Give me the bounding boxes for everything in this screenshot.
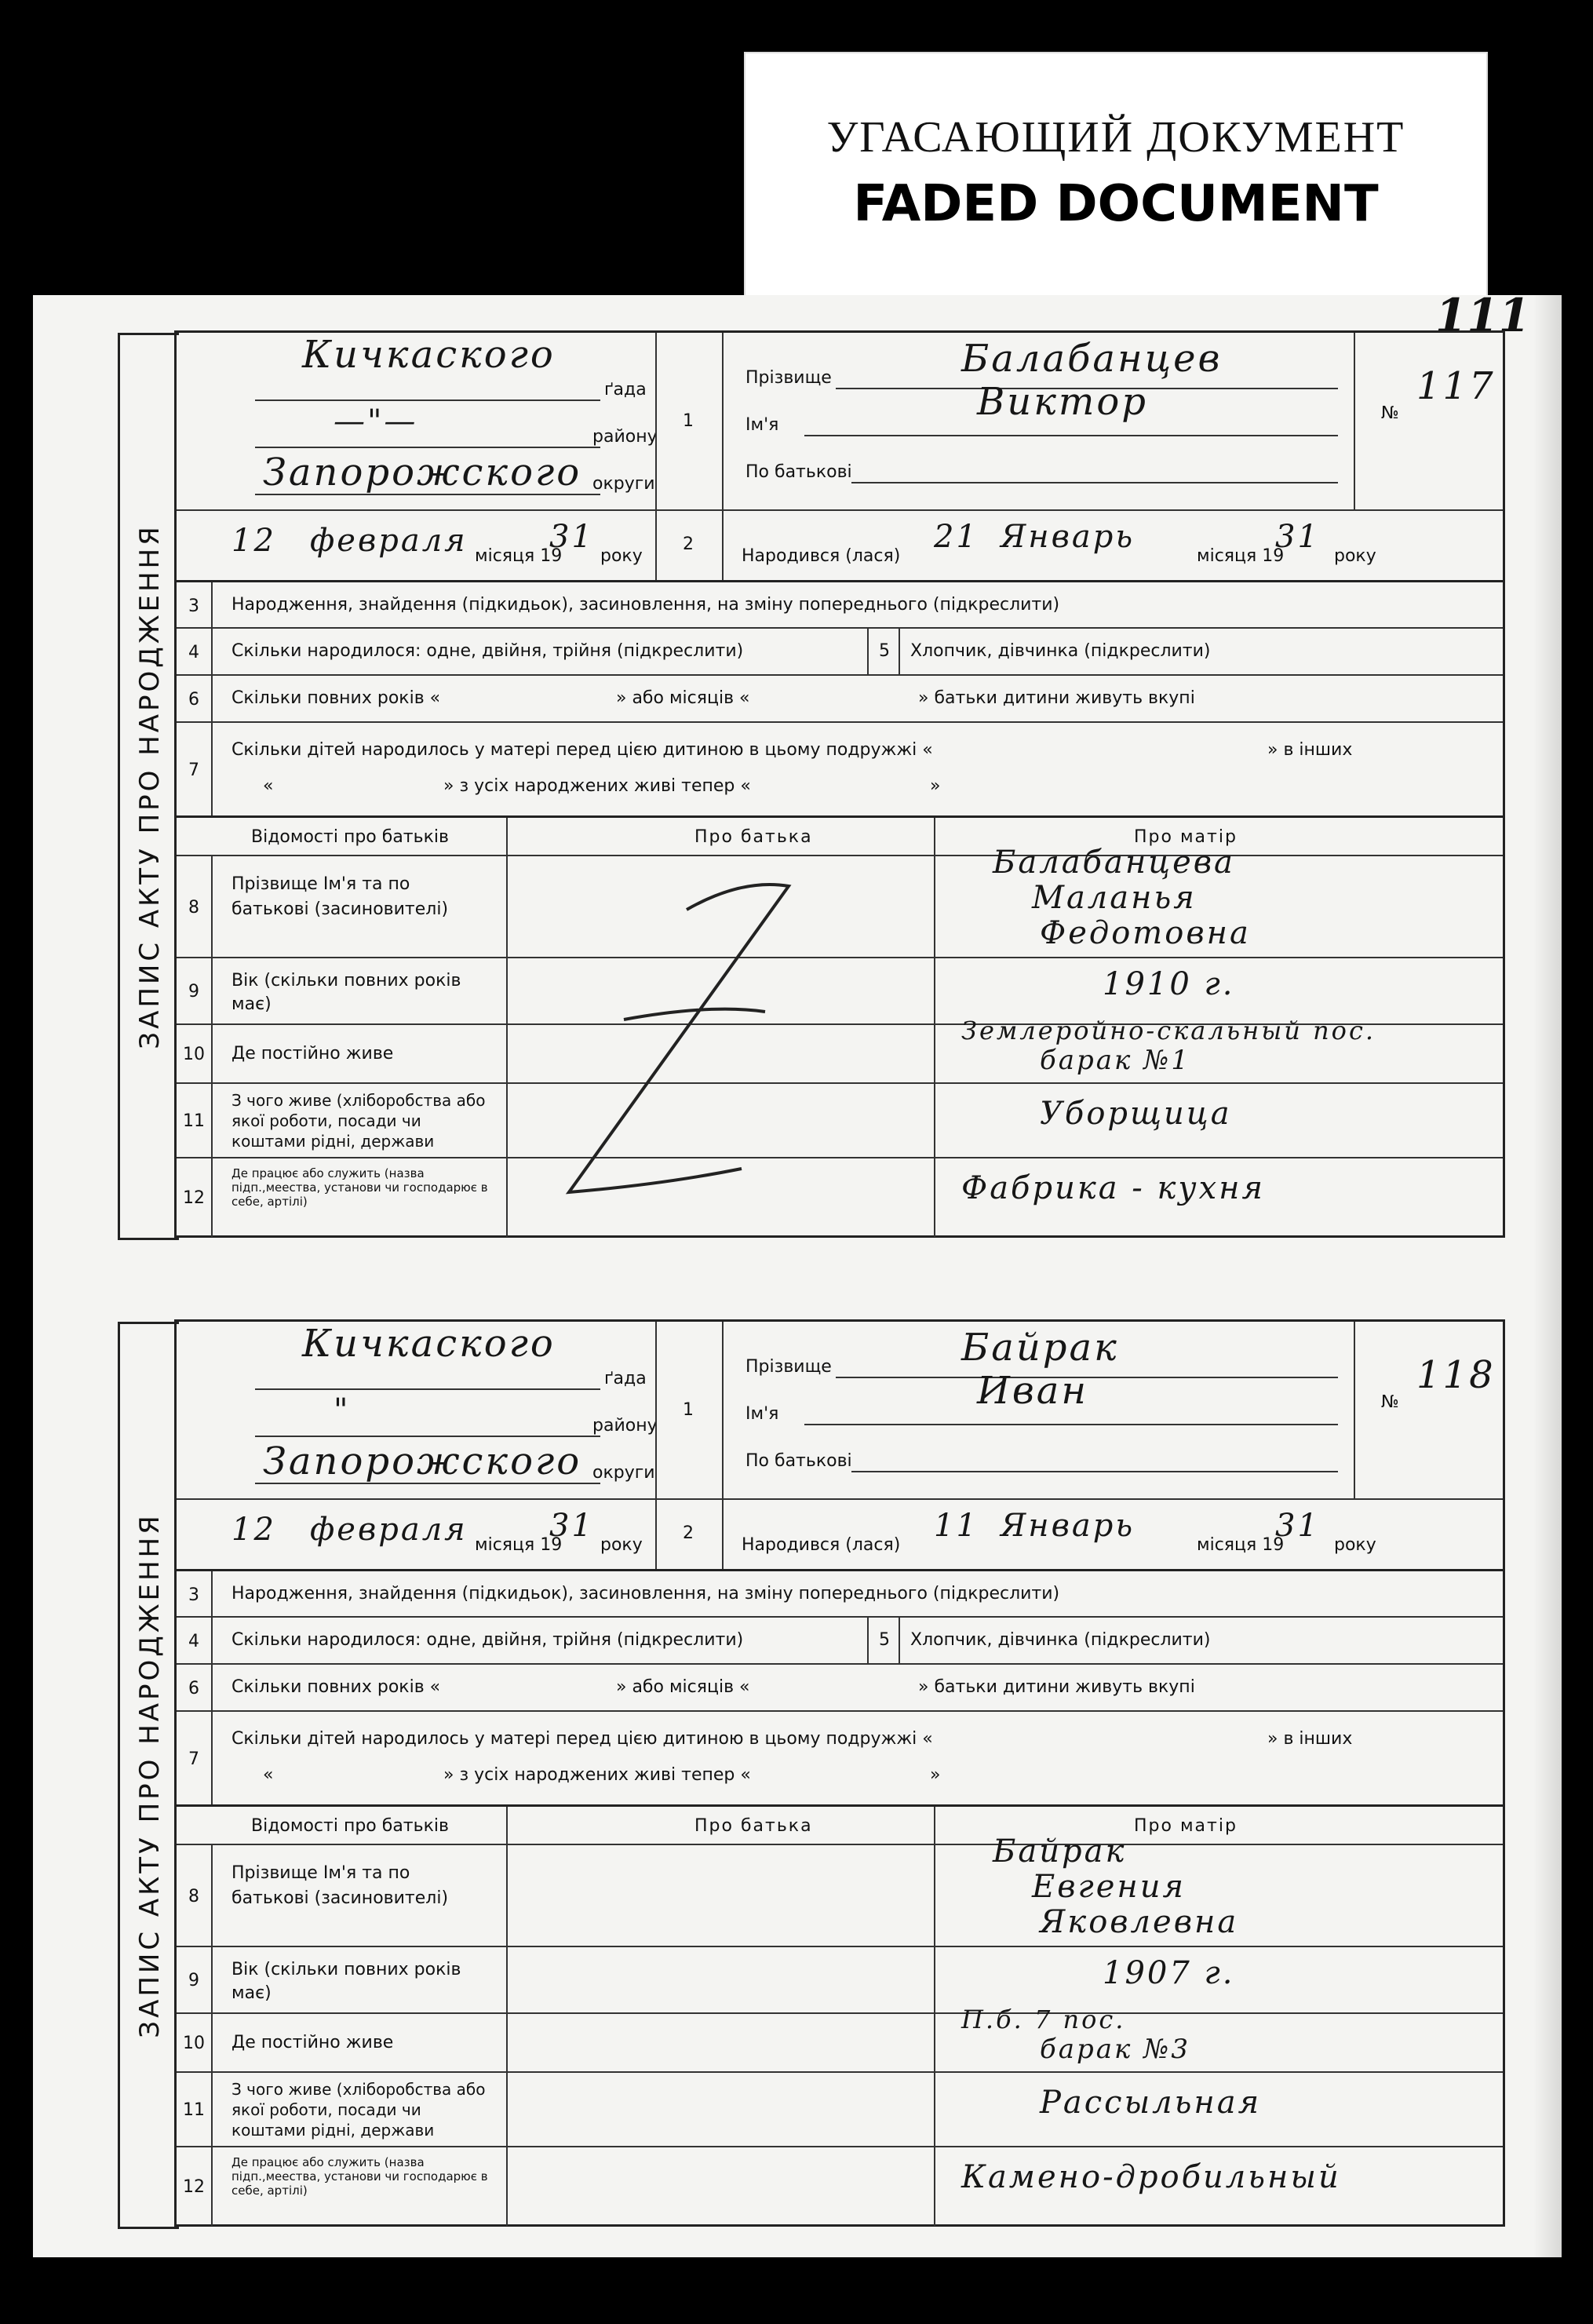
okrugy-line [255,494,600,495]
gada-value: Кичкаского [302,1322,556,1366]
gada-label: ґада [604,1369,647,1388]
reg-year: 31 [549,1508,594,1544]
row-num-1: 1 [683,411,694,431]
document-sheet [33,289,1562,2257]
row-9: 9 Вік (скільки повних років має) 1910 г. [177,957,1503,1025]
crossout-stroke [569,885,789,1192]
row-11: 11 З чого живе (хліборобства або якої роботи, посади чи коштами рідні, держави Уборщица [177,1082,1503,1158]
raionu-value: —"— [334,403,418,440]
record-number: 118 [1416,1353,1496,1397]
raionu-label: району [592,427,658,447]
mother-surname: Балабанцева [993,845,1235,881]
raionu-line [255,1436,600,1437]
row-10: 10 Де постійно живе П.б. 7 пос. барак №3 [177,2012,1503,2073]
okrugy-line [255,1483,600,1484]
record-side-title: ЗАПИС АКТУ ПРО НАРОДЖЕННЯ [118,1322,179,2229]
reg-day: 12 [231,523,276,559]
father-crossout-mark [506,855,934,1224]
gada-line [255,399,600,401]
okrugy-label: округи [592,1463,655,1483]
birth-year: 31 [1275,1508,1320,1544]
birth-record-1 [133,330,1505,1238]
parents-header: Відомості про батьків Про батька Про матір [177,1804,1503,1846]
birth-month-label: місяця 19 [1197,1535,1285,1555]
born-label: Народився (лася) [742,546,901,566]
row-12: 12 Де працює або служить (назва підп.,меества, установи чи господарює в себе, артілі) Камено-дробильный [177,2146,1503,2226]
born-label: Народився (лася) [742,1535,901,1555]
birth-year: 31 [1275,519,1320,555]
surname-value: Балабанцев [961,337,1223,381]
mother-occupation: Рассыльная [1040,2085,1262,2121]
name-label: Ім'я [745,1404,779,1424]
row-4: 4 Скільки народилося: одне, двійня, трійня (підкреслити) 5 Хлопчик, дівчинка (підкреслити) [177,627,1503,676]
mother-residence-2: барак №1 [1040,1045,1190,1076]
number-sign: № [1381,1392,1399,1412]
record-side-title: ЗАПИС АКТУ ПРО НАРОДЖЕННЯ [118,333,179,1240]
mother-residence-1: П.б. 7 пос. [961,2005,1126,2034]
reg-month: февраля [310,1512,468,1548]
birth-year-label: року [1334,546,1376,566]
birth-month: Январь [1001,519,1136,555]
row-4-text: Скільки народилося: одне, двійня, трійня (підкреслити) [231,1630,744,1650]
birth-month: Январь [1001,1508,1136,1544]
mother-patronymic: Яковлевна [1040,1904,1239,1940]
reg-month-label: місяця 19 [475,546,563,566]
okrugy-value: Запорожского [263,1439,582,1483]
faded-label-en: FADED DOCUMENT [853,175,1379,233]
row-12: 12 Де працює або служить (назва підп.,меества, установи чи господарює в себе, артілі) Фабрика - кухня [177,1157,1503,1237]
gada-value: Кичкаского [302,333,556,377]
surname-label: Прізвище [745,368,832,388]
row-11: 11 З чого живе (хліборобства або якої роботи, посади чи коштами рідні, держави Рассыльная [177,2071,1503,2147]
reg-month-label: місяця 19 [475,1535,563,1555]
name-value: Иван [977,1369,1089,1413]
row-3-text: Народження, знайдення (підкидьок), засиновлення, на зміну попереднього (підкреслити) [231,1584,1060,1603]
row-3: 3 Народження, знайдення (підкидьок), засиновлення, на зміну попереднього (підкреслити) [177,1569,1503,1618]
row-8: 8 Прізвище Ім'я та по батькові (засиновителі) Байрак Евгения Яковлевна [177,1844,1503,1947]
row-7: 7 Скільки дітей народилось у матері перед цією дитиною в цьому подружжі « » в інших « » з усіх народжених живі тепер « » [177,721,1503,817]
mother-name: Маланья [1032,880,1197,916]
reg-day: 12 [231,1512,276,1548]
row-3-text: Народження, знайдення (підкидьок), засиновлення, на зміну попереднього (підкреслити) [231,595,1060,615]
row-3: 3 Народження, знайдення (підкидьок), засиновлення, на зміну попереднього (підкреслити) [177,580,1503,629]
row-num-1: 1 [683,1400,694,1420]
patronymic-label: По батькові [745,462,852,482]
mother-workplace: Камено-дробильный [961,2159,1341,2195]
gada-label: ґада [604,380,647,399]
surname-label: Прізвище [745,1357,832,1377]
number-sign: № [1381,403,1399,423]
page-number: 111 [1434,289,1530,342]
parents-header: Відомості про батьків Про батька Про матір [177,815,1503,857]
row-7: 7 Скільки дітей народилось у матері перед цією дитиною в цьому подружжі « » в інших « » з усіх народжених живі тепер « » [177,1710,1503,1806]
reg-year-label: року [600,546,643,566]
row-4-text: Скільки народилося: одне, двійня, трійня (підкреслити) [231,641,744,661]
row-4: 4 Скільки народилося: одне, двійня, трійня (підкреслити) 5 Хлопчик, дівчинка (підкреслити) [177,1616,1503,1665]
row-8: 8 Прізвище Ім'я та по батькові (засиновителі) Балабанцева Маланья Федотовна [177,855,1503,958]
row-6: 6 Скільки повних років « » або місяців « » батьки дитини живуть вкупі [177,1663,1503,1712]
mother-name: Евгения [1032,1869,1186,1905]
patronymic-label: По батькові [745,1451,852,1471]
row-10: 10 Де постійно живе Землеройно-скальный пос. барак №1 [177,1023,1503,1084]
row-2: 12 февраля місяця 19 31 року 2 Народився (лася) 21 Январь місяця 19 31 року [177,509,1503,582]
birth-record-2 [133,1319,1505,2227]
surname-value: Байрак [961,1326,1119,1370]
mother-residence-1: Землеройно-скальный пос. [961,1016,1376,1045]
reg-year: 31 [549,519,594,555]
row-6: 6 Скільки повних років « » або місяців « » батьки дитини живуть вкупі [177,674,1503,723]
row-5-text: Хлопчик, дівчинка (підкреслити) [910,641,1211,661]
mother-residence-2: барак №3 [1040,2034,1190,2065]
mother-workplace: Фабрика - кухня [961,1170,1265,1206]
sheet-edge [1533,295,1562,2257]
mother-occupation: Уборщица [1040,1096,1232,1132]
raionu-line [255,447,600,448]
mother-surname: Байрак [993,1833,1127,1870]
row-9: 9 Вік (скільки повних років має) 1907 г. [177,1946,1503,2014]
birth-day: 11 [934,1508,979,1544]
raionu-label: району [592,1416,658,1436]
faded-label-ru: УГАСАЮЩИЙ ДОКУМЕНТ [826,113,1405,162]
name-label: Ім'я [745,415,779,435]
faded-document-label [744,52,1488,298]
gada-line [255,1388,600,1390]
okrugy-value: Запорожского [263,451,582,494]
record-number: 117 [1416,364,1496,408]
row-2: 12 февраля місяця 19 31 року 2 Народився (лася) 11 Январь місяця 19 31 року [177,1498,1503,1571]
birth-day: 21 [934,519,979,555]
okrugy-label: округи [592,474,655,494]
mother-age: 1907 г. [1103,1955,1235,1991]
name-value: Виктор [977,380,1148,424]
reg-year-label: року [600,1535,643,1555]
reg-month: февраля [310,523,468,559]
row-5-text: Хлопчик, дівчинка (підкреслити) [910,1630,1211,1650]
birth-month-label: місяця 19 [1197,546,1285,566]
birth-year-label: року [1334,1535,1376,1555]
mother-patronymic: Федотовна [1040,915,1251,951]
mother-age: 1910 г. [1103,966,1235,1002]
raionu-value: " [334,1392,351,1428]
